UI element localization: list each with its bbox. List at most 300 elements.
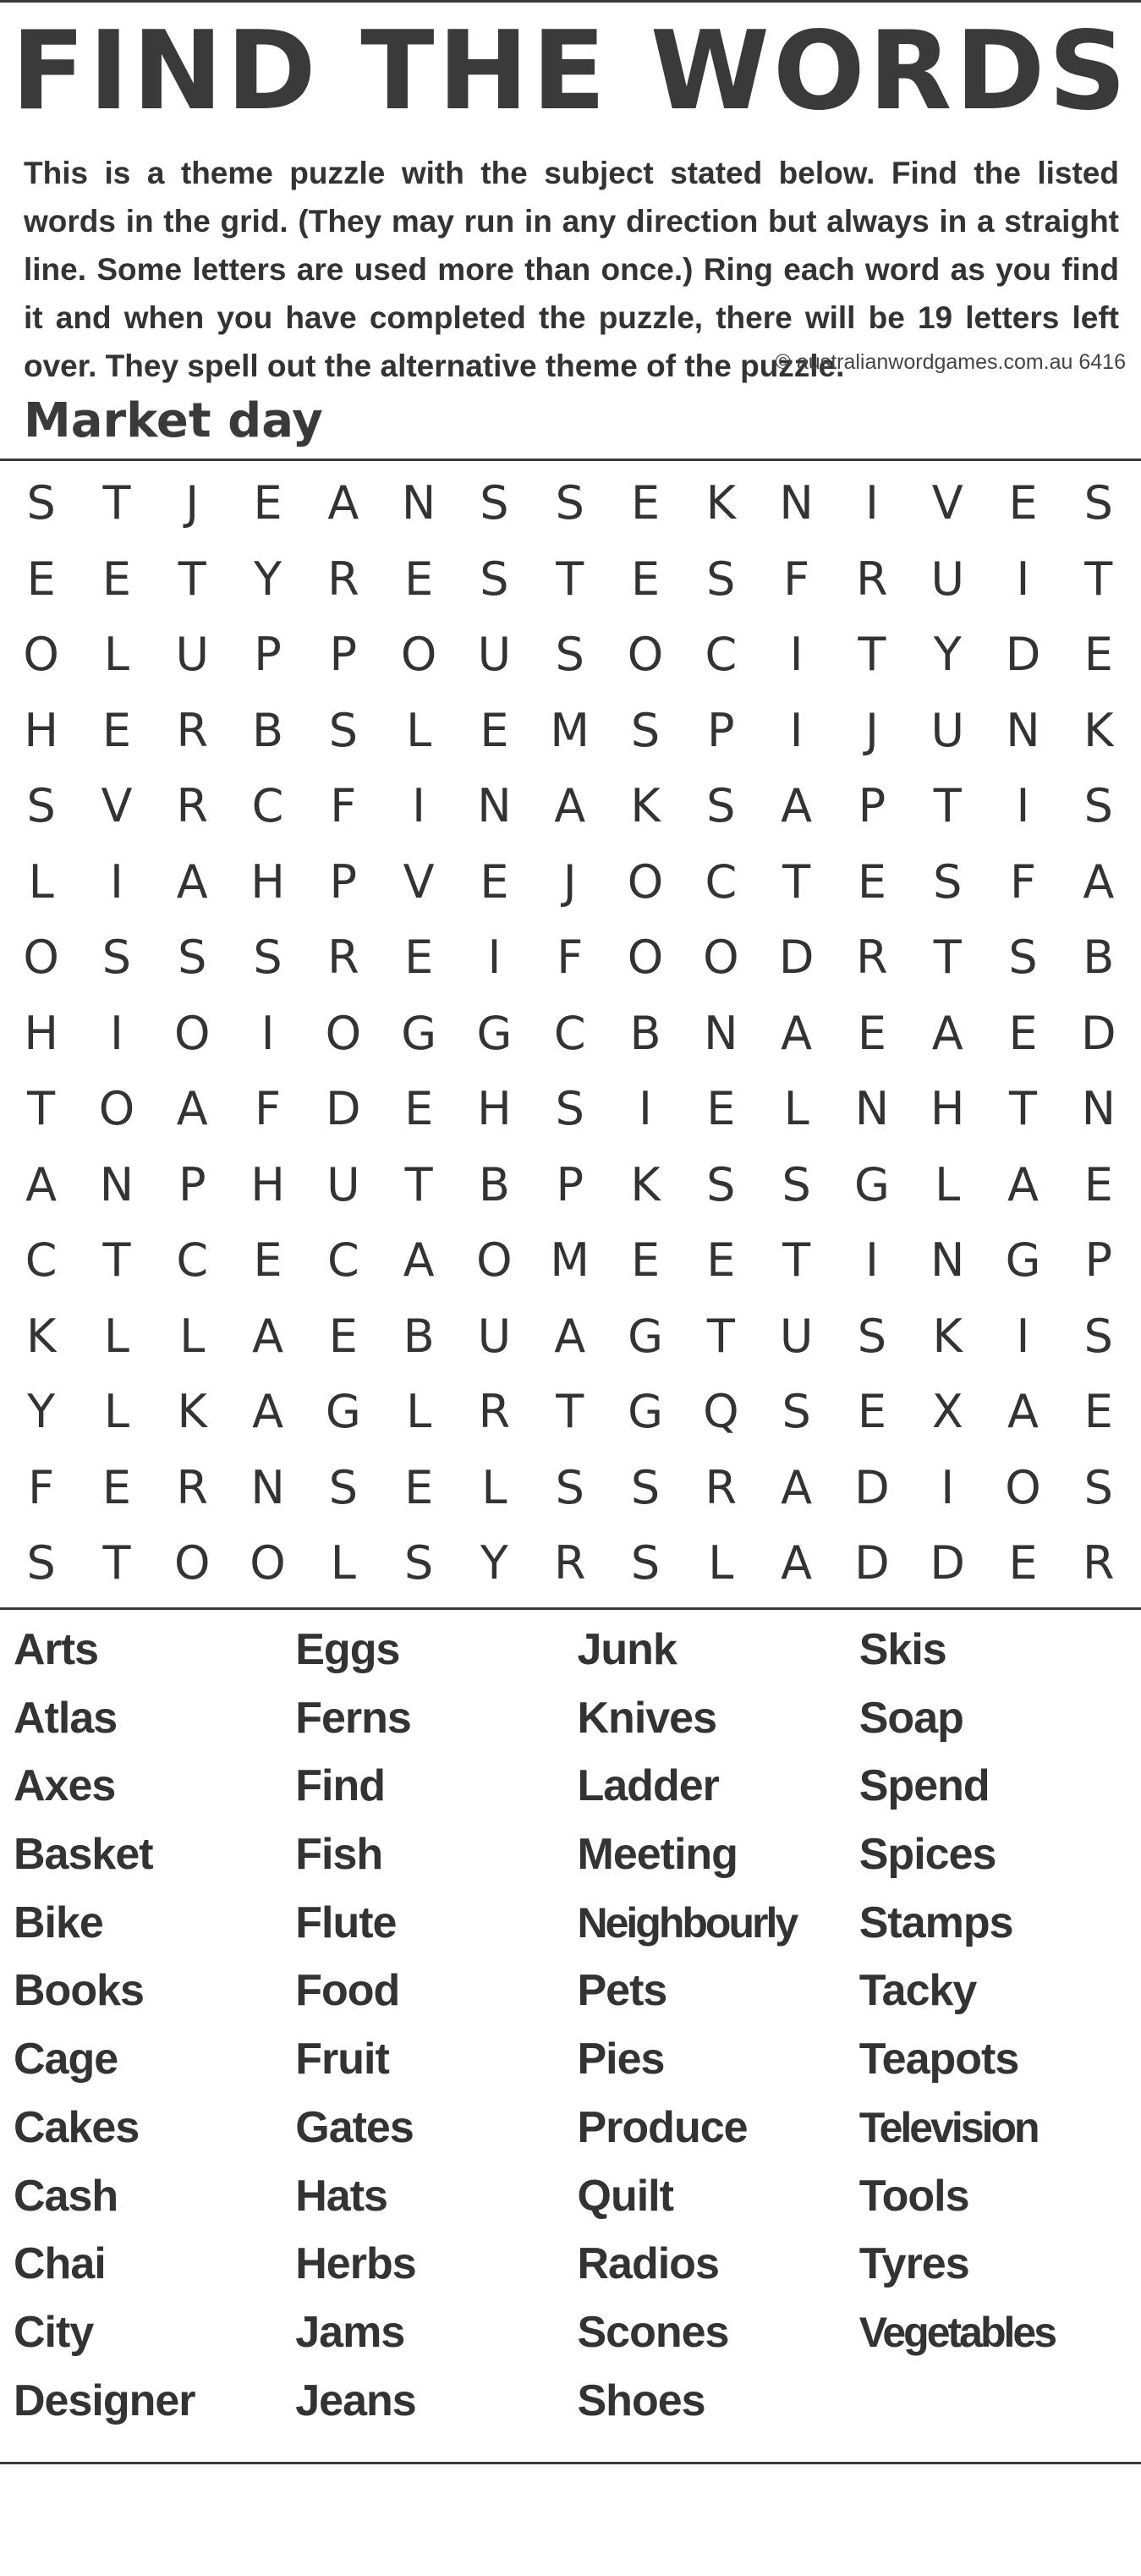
grid-letter[interactable]: E — [404, 1082, 434, 1136]
word-column — [578, 1616, 859, 2435]
word-list-item: Cakes — [14, 2102, 140, 2152]
grid-letter[interactable]: A — [781, 779, 813, 833]
grid-letter[interactable]: T — [556, 552, 584, 606]
grid-letter[interactable]: B — [629, 1006, 661, 1060]
grid-letter[interactable]: S — [555, 1082, 584, 1136]
grid-letter[interactable]: A — [176, 854, 208, 909]
grid-letter[interactable]: S — [101, 931, 132, 985]
grid-letter[interactable]: L — [708, 1536, 734, 1590]
grid-letter[interactable]: S — [857, 1309, 887, 1363]
grid-letter[interactable]: Y — [254, 552, 283, 606]
word-list-item: Stamps — [858, 1898, 1013, 1947]
grid-letter[interactable]: S — [630, 1536, 661, 1590]
grid-letter[interactable]: H — [930, 1082, 965, 1136]
grid-letter[interactable]: R — [176, 1460, 208, 1514]
grid-letter[interactable]: U — [779, 1309, 814, 1363]
grid-letter[interactable]: P — [329, 628, 358, 682]
grid-row — [3, 1299, 1137, 1375]
grid-letter[interactable]: G — [853, 1157, 890, 1211]
grid-letter[interactable]: F — [255, 1082, 282, 1136]
word-list — [14, 1616, 1141, 2435]
grid-letter[interactable]: V — [931, 476, 963, 530]
grid-letter[interactable]: S — [328, 1460, 358, 1514]
grid-letter[interactable]: S — [403, 1536, 434, 1590]
grid-letter[interactable]: G — [628, 1309, 663, 1363]
grid-letter[interactable]: I — [261, 1006, 275, 1060]
instructions-text: This is a theme puzzle with the subject stated below. Find the listed words in the grid. (They may run in any direction but always in a straight line. Some letters are used more than once.) Ring each word as you find it and when you have completed the puzzle, there will be 19 letters left over. They spell out the alternative theme of the puzzle. — [24, 156, 1119, 383]
grid-letter[interactable]: I — [109, 1006, 123, 1060]
grid-letter[interactable]: R — [856, 552, 888, 606]
word-list-item: Tacky — [858, 1966, 977, 2016]
word-list-item: Shoes — [577, 2376, 705, 2425]
grid-letter[interactable]: A — [252, 1385, 284, 1439]
grid-letter[interactable]: G — [325, 1385, 361, 1439]
word-list-item: Television — [858, 2103, 1038, 2151]
grid-letter[interactable]: E — [630, 1233, 661, 1288]
word-list-item: Designer — [14, 2376, 195, 2425]
grid-letter[interactable]: A — [781, 1536, 813, 1590]
grid-letter[interactable]: F — [783, 552, 810, 606]
grid-letter[interactable]: O — [627, 931, 664, 985]
grid-letter[interactable]: L — [103, 1385, 129, 1439]
grid-letter[interactable]: E — [1008, 1536, 1038, 1590]
word-list-item: Vegetables — [858, 2308, 1056, 2356]
grid-letter[interactable]: O — [476, 1233, 513, 1288]
word-list-item: Cage — [14, 2035, 118, 2084]
grid-letter[interactable]: E — [1008, 476, 1038, 530]
grid-letter[interactable]: O — [173, 1006, 211, 1060]
grid-letter[interactable]: O — [98, 1082, 135, 1136]
grid-letter[interactable]: P — [858, 779, 886, 833]
grid-letter[interactable]: E — [404, 552, 434, 606]
word-list-item: Food — [295, 1966, 400, 2016]
grid-letter[interactable]: C — [705, 628, 738, 682]
grid-letter[interactable]: T — [27, 1082, 56, 1136]
grid-letter[interactable]: I — [1016, 779, 1030, 833]
grid-letter[interactable]: T — [858, 628, 886, 682]
grid-letter[interactable]: F — [557, 931, 584, 985]
grid-letter[interactable]: D — [1005, 628, 1041, 682]
grid-letter[interactable]: E — [404, 1460, 434, 1514]
word-list-item: Spend — [858, 1761, 990, 1811]
grid-letter[interactable]: T — [102, 1536, 131, 1590]
grid-letter[interactable]: R — [327, 931, 359, 985]
grid-letter[interactable]: Y — [933, 628, 962, 682]
grid-letter[interactable]: D — [1081, 1006, 1116, 1060]
grid-letter[interactable]: E — [404, 931, 434, 985]
word-list-item: Produce — [577, 2102, 748, 2152]
word-list-item: Jams — [295, 2307, 405, 2357]
grid-letter[interactable]: I — [864, 476, 879, 530]
grid-letter[interactable]: E — [480, 703, 509, 757]
grid-letter[interactable]: T — [102, 476, 131, 530]
grid-letter[interactable]: D — [326, 1082, 361, 1136]
grid-letter[interactable]: S — [706, 1157, 736, 1211]
grid-letter[interactable]: S — [782, 1385, 811, 1439]
grid-letter[interactable]: L — [935, 1157, 961, 1211]
grid-letter[interactable]: E — [1083, 1157, 1113, 1211]
grid-letter[interactable]: T — [178, 552, 206, 606]
grid-letter[interactable]: A — [1007, 1157, 1039, 1211]
grid-letter[interactable]: R — [1083, 1536, 1115, 1590]
grid-letter[interactable]: S — [630, 703, 661, 757]
grid-letter[interactable]: E — [101, 1460, 131, 1514]
grid-letter[interactable]: Y — [480, 1536, 508, 1590]
grid-letter[interactable]: R — [478, 1385, 511, 1439]
grid-row — [3, 768, 1137, 844]
grid-letter[interactable]: P — [329, 854, 358, 909]
grid-letter[interactable]: D — [930, 1536, 965, 1590]
grid-letter[interactable]: S — [782, 1157, 811, 1211]
grid-row — [3, 920, 1137, 996]
grid-letter[interactable]: I — [109, 854, 123, 909]
grid-letter[interactable]: B — [478, 1157, 510, 1211]
grid-letter[interactable]: D — [854, 1460, 890, 1514]
grid-letter[interactable]: P — [556, 1157, 584, 1211]
grid-letter[interactable]: O — [173, 1536, 211, 1590]
word-list-item: Flute — [295, 1898, 397, 1947]
grid-letter[interactable]: E — [706, 1233, 736, 1288]
grid-letter[interactable]: M — [550, 1233, 590, 1288]
grid-letter[interactable]: A — [1083, 854, 1115, 909]
grid-letter[interactable]: E — [706, 1082, 736, 1136]
grid-letter[interactable]: L — [330, 1536, 356, 1590]
grid-letter[interactable]: S — [26, 1536, 56, 1590]
grid-letter[interactable]: E — [26, 552, 56, 606]
word-list-item: Tyres — [858, 2239, 969, 2289]
grid-letter[interactable]: R — [176, 703, 208, 757]
word-list-item: Ladder — [577, 1761, 719, 1811]
grid-letter[interactable]: S — [555, 476, 584, 530]
grid-letter[interactable]: O — [250, 1536, 286, 1590]
word-list-item: Chai — [14, 2239, 106, 2289]
grid-letter[interactable]: D — [778, 931, 815, 985]
grid-row — [3, 844, 1137, 920]
word-list-item: City — [14, 2307, 94, 2357]
grid-letter[interactable]: U — [326, 1157, 360, 1211]
top-rule — [0, 0, 1141, 3]
grid-letter[interactable]: A — [781, 1006, 813, 1060]
grid-letter[interactable]: S — [555, 1460, 584, 1514]
word-list-item: Skis — [858, 1625, 946, 1674]
grid-letter[interactable]: K — [25, 1309, 57, 1363]
grid-row — [3, 996, 1137, 1072]
grid-letter[interactable]: A — [931, 1006, 963, 1060]
word-column — [14, 1616, 295, 2435]
grid-row — [3, 1374, 1137, 1450]
copyright-notice: © australianwordgames.com.au 6416 — [775, 350, 1126, 374]
grid-letter[interactable]: N — [250, 1460, 285, 1514]
grid-letter[interactable]: G — [476, 1006, 513, 1060]
grid-letter[interactable]: E — [253, 476, 283, 530]
grid-letter[interactable]: U — [930, 703, 964, 757]
grid-letter[interactable]: B — [252, 703, 284, 757]
grid-letter[interactable]: M — [550, 703, 590, 757]
grid-letter[interactable]: I — [1016, 1309, 1030, 1363]
word-list-item: Pies — [577, 2035, 665, 2084]
grid-letter[interactable]: C — [251, 779, 284, 833]
grid-letter[interactable]: A — [781, 1460, 813, 1514]
grid-letter[interactable]: I — [941, 1460, 955, 1514]
grid-letter[interactable]: S — [26, 476, 56, 530]
word-list-item: Pets — [577, 1966, 667, 2016]
grid-letter[interactable]: N — [854, 1082, 890, 1136]
word-list-item: Ferns — [295, 1693, 411, 1743]
grid-letter[interactable]: E — [101, 552, 131, 606]
grid-letter[interactable]: A — [403, 1233, 435, 1288]
grid-letter[interactable]: T — [933, 931, 962, 985]
grid-letter[interactable]: T — [404, 1157, 433, 1211]
grid-row — [3, 617, 1137, 693]
grid-letter[interactable]: K — [630, 1157, 661, 1211]
grid-letter[interactable]: H — [250, 854, 285, 909]
grid-letter[interactable]: P — [178, 1157, 206, 1211]
word-list-item: Radios — [577, 2239, 719, 2289]
grid-letter[interactable]: T — [102, 1233, 131, 1288]
grid-letter[interactable]: I — [864, 1233, 879, 1288]
grid-letter[interactable]: T — [1084, 552, 1113, 606]
grid-letter[interactable]: L — [406, 1385, 432, 1439]
grid-letter[interactable]: T — [556, 1385, 584, 1439]
word-list-item: Atlas — [14, 1693, 118, 1743]
grid-letter[interactable]: I — [1016, 552, 1030, 606]
grid-letter[interactable]: S — [706, 779, 736, 833]
grid-letter[interactable]: H — [24, 703, 58, 757]
grid-letter[interactable]: A — [327, 476, 359, 530]
word-list-item: Gates — [295, 2102, 414, 2152]
word-list-item: Knives — [577, 1693, 717, 1743]
grid-letter[interactable]: O — [703, 931, 739, 985]
grid-letter[interactable]: Y — [27, 1385, 56, 1439]
grid-letter[interactable]: E — [630, 476, 661, 530]
grid-letter[interactable]: N — [704, 1006, 738, 1060]
grid-letter[interactable]: I — [789, 703, 804, 757]
grid-letter[interactable]: K — [705, 476, 737, 530]
grid-letter[interactable]: E — [101, 703, 131, 757]
grid-letter[interactable]: A — [1007, 1385, 1039, 1439]
grid-letter[interactable]: H — [250, 1157, 285, 1211]
grid-row — [3, 541, 1137, 618]
letter-grid — [3, 465, 1137, 1601]
grid-letter[interactable]: R — [327, 552, 359, 606]
grid-letter[interactable]: L — [28, 854, 54, 909]
grid-letter[interactable]: E — [1083, 1385, 1113, 1439]
grid-letter[interactable]: J — [562, 854, 577, 909]
grid-letter[interactable]: N — [477, 779, 512, 833]
grid-letter[interactable]: H — [477, 1082, 512, 1136]
grid-letter[interactable]: O — [627, 628, 664, 682]
grid-letter[interactable]: T — [1009, 1082, 1037, 1136]
grid-row — [3, 1222, 1137, 1299]
word-list-item: Eggs — [295, 1625, 400, 1674]
grid-letter[interactable]: E — [480, 854, 509, 909]
grid-letter[interactable]: F — [28, 1460, 55, 1514]
grid-letter[interactable]: S — [933, 854, 963, 909]
grid-letter[interactable]: N — [401, 476, 436, 530]
grid-letter[interactable]: N — [1006, 703, 1040, 757]
grid-letter[interactable]: G — [628, 1385, 663, 1439]
grid-letter[interactable]: S — [253, 931, 283, 985]
grid-letter[interactable]: U — [477, 628, 512, 682]
grid-letter[interactable]: L — [783, 1082, 809, 1136]
grid-letter[interactable]: E — [1008, 1006, 1038, 1060]
grid-letter[interactable]: P — [707, 703, 735, 757]
grid-letter[interactable]: S — [328, 703, 358, 757]
grid-letter[interactable]: R — [176, 779, 208, 833]
grid-letter[interactable]: L — [103, 1309, 129, 1363]
word-list-item: Neighbourly — [577, 1898, 797, 1947]
grid-letter[interactable]: E — [857, 1385, 886, 1439]
grid-letter[interactable]: A — [25, 1157, 58, 1211]
grid-row — [3, 1147, 1137, 1223]
grid-letter[interactable]: E — [328, 1309, 358, 1363]
grid-letter[interactable]: L — [179, 1309, 206, 1363]
word-list-item: Meeting — [577, 1830, 738, 1880]
word-list-item: Tools — [858, 2171, 969, 2221]
grid-letter[interactable]: E — [630, 552, 661, 606]
word-list-item: Fruit — [295, 2035, 389, 2084]
grid-letter[interactable]: S — [1008, 931, 1038, 985]
grid-letter[interactable]: O — [400, 628, 437, 682]
puzzle-title: FIND THE WORDS — [11, 8, 1130, 135]
grid-letter[interactable]: T — [782, 1233, 811, 1288]
grid-letter[interactable]: A — [554, 779, 586, 833]
grid-letter[interactable]: L — [406, 703, 432, 757]
word-list-item: Scones — [577, 2307, 729, 2357]
grid-letter[interactable]: S — [480, 476, 509, 530]
grid-row — [3, 1450, 1137, 1526]
grid-letter[interactable]: S — [555, 628, 584, 682]
word-column — [295, 1616, 577, 2435]
grid-letter[interactable]: R — [553, 1536, 586, 1590]
grid-letter[interactable]: V — [403, 854, 435, 909]
grid-letter[interactable]: J — [864, 703, 879, 757]
grid-bottom-divider — [0, 1607, 1141, 1610]
grid-letter[interactable]: S — [480, 552, 509, 606]
grid-letter[interactable]: E — [857, 854, 886, 909]
grid-letter[interactable]: O — [627, 854, 664, 909]
grid-letter[interactable]: U — [175, 628, 209, 682]
grid-letter[interactable]: P — [254, 628, 282, 682]
grid-letter[interactable]: R — [856, 931, 888, 985]
word-list-item: Teapots — [858, 2035, 1019, 2084]
grid-letter[interactable]: K — [1083, 703, 1114, 757]
grid-letter[interactable]: I — [412, 779, 426, 833]
word-list-item: Fish — [295, 1830, 383, 1880]
grid-letter[interactable]: H — [24, 1006, 58, 1060]
word-list-item: Jeans — [295, 2376, 416, 2425]
word-list-item: Hats — [295, 2171, 387, 2221]
grid-letter[interactable]: O — [325, 1006, 362, 1060]
grid-letter[interactable]: G — [401, 1006, 437, 1060]
grid-letter[interactable]: Q — [703, 1385, 739, 1439]
word-list-item: Axes — [14, 1761, 116, 1811]
grid-letter[interactable]: S — [26, 779, 56, 833]
word-list-item: Find — [295, 1761, 385, 1811]
grid-row — [3, 1071, 1137, 1147]
grid-row — [3, 1525, 1137, 1601]
grid-letter[interactable]: I — [789, 628, 804, 682]
grid-letter[interactable]: O — [23, 628, 59, 682]
word-list-item: Cash — [14, 2171, 118, 2221]
word-list-item: Quilt — [577, 2171, 673, 2221]
grid-letter[interactable]: K — [630, 779, 661, 833]
grid-letter[interactable]: S — [706, 552, 736, 606]
word-list-item: Spices — [858, 1830, 996, 1880]
grid-letter[interactable]: N — [930, 1233, 965, 1288]
grid-letter[interactable]: C — [176, 1233, 209, 1288]
bottom-divider — [0, 2462, 1141, 2464]
grid-letter[interactable]: A — [554, 1309, 586, 1363]
grid-row — [3, 693, 1137, 769]
grid-letter[interactable]: D — [854, 1536, 890, 1590]
grid-letter[interactable]: C — [705, 854, 738, 909]
word-list-item: Bike — [14, 1898, 103, 1947]
grid-letter[interactable]: O — [23, 931, 59, 985]
word-column — [859, 1616, 1141, 2435]
grid-letter[interactable]: L — [481, 1460, 507, 1514]
grid-letter[interactable]: L — [103, 628, 129, 682]
grid-letter[interactable]: S — [1083, 476, 1113, 530]
grid-letter[interactable]: I — [487, 931, 502, 985]
grid-letter[interactable]: C — [25, 1233, 58, 1288]
grid-letter[interactable]: S — [1083, 1309, 1113, 1363]
grid-letter[interactable]: S — [1083, 779, 1113, 833]
grid-letter[interactable]: A — [176, 1082, 208, 1136]
grid-letter[interactable]: C — [326, 1233, 359, 1288]
word-list-item: Arts — [14, 1625, 99, 1674]
grid-letter[interactable]: P — [1084, 1233, 1113, 1288]
word-list-item: Books — [14, 1966, 144, 2016]
grid-letter[interactable]: B — [1083, 931, 1115, 985]
grid-letter[interactable]: J — [185, 476, 200, 530]
word-list-item: Herbs — [295, 2239, 416, 2289]
grid-letter[interactable]: U — [930, 552, 964, 606]
grid-letter[interactable]: S — [1083, 1460, 1113, 1514]
grid-letter[interactable]: C — [553, 1006, 586, 1060]
grid-letter[interactable]: A — [252, 1309, 284, 1363]
grid-letter[interactable]: G — [1005, 1233, 1041, 1288]
grid-letter[interactable]: E — [857, 1006, 886, 1060]
word-list-item: Basket — [14, 1830, 153, 1880]
grid-letter[interactable]: F — [330, 779, 357, 833]
grid-letter[interactable]: N — [99, 1157, 134, 1211]
grid-letter[interactable]: T — [706, 1309, 735, 1363]
grid-letter[interactable]: E — [253, 1233, 283, 1288]
grid-letter[interactable]: F — [1009, 854, 1037, 909]
grid-top-divider — [0, 459, 1141, 461]
grid-letter[interactable]: U — [477, 1309, 512, 1363]
grid-letter[interactable]: E — [1083, 628, 1113, 682]
grid-letter[interactable]: T — [782, 854, 811, 909]
grid-letter[interactable]: S — [178, 931, 207, 985]
grid-letter[interactable]: O — [1005, 1460, 1041, 1514]
grid-letter[interactable]: V — [101, 779, 133, 833]
grid-letter[interactable]: K — [177, 1385, 207, 1439]
grid-row — [3, 465, 1137, 541]
grid-letter[interactable]: S — [630, 1460, 661, 1514]
puzzle-subject: Market day — [24, 393, 323, 448]
grid-letter[interactable]: N — [779, 476, 814, 530]
grid-letter[interactable]: X — [931, 1385, 963, 1439]
grid-letter[interactable]: B — [403, 1309, 435, 1363]
word-list-item: Junk — [577, 1625, 677, 1674]
grid-letter[interactable]: K — [932, 1309, 963, 1363]
grid-letter[interactable]: T — [933, 779, 962, 833]
grid-letter[interactable]: N — [1081, 1082, 1116, 1136]
grid-letter[interactable]: I — [639, 1082, 652, 1136]
grid-letter[interactable]: R — [705, 1460, 738, 1514]
